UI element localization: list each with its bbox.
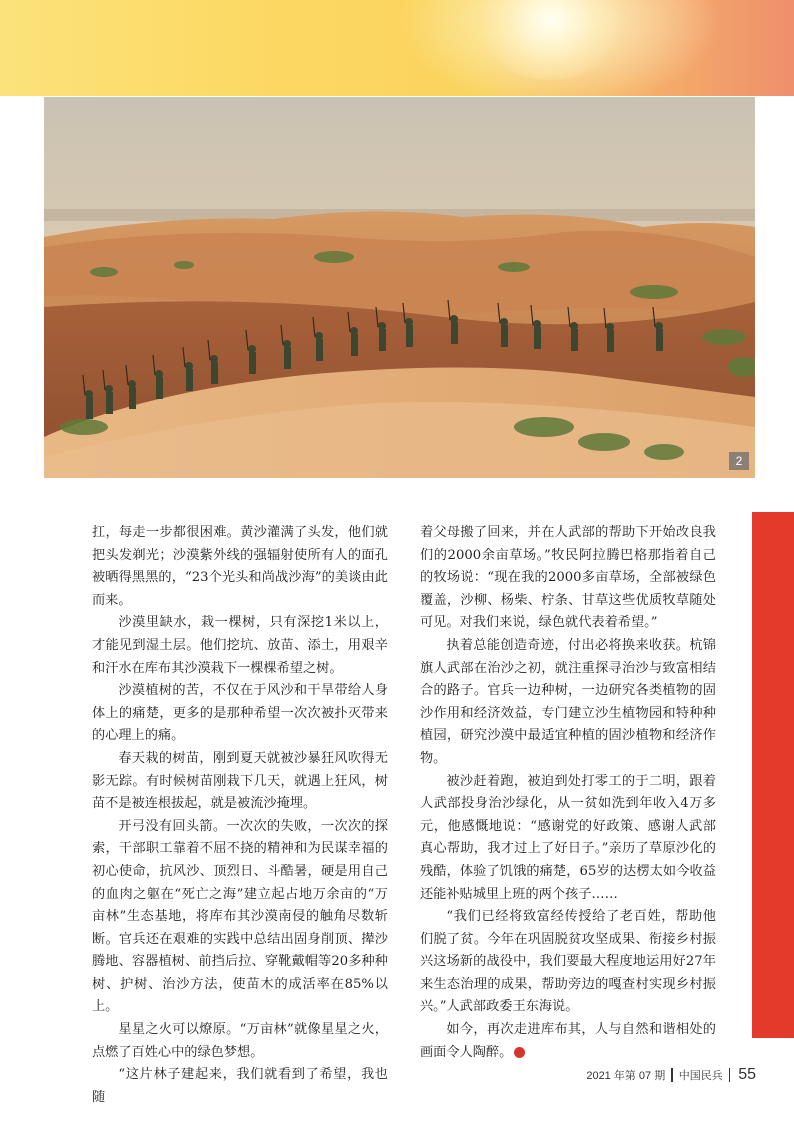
paragraph: 被沙赶着跑，被迫到处打零工的于二明，跟着人武部投身治沙绿化，从一贫如洗到年收入4万多元，他感慨地说：“感谢党的好政策、感谢人武部真心帮助，我才过上了好日子。”亲历了草原沙化的残酷，体验了饥饿的痛楚，65岁的达楞太如今收益还能补贴城里上班的两个孩子…… — [420, 773, 716, 902]
paragraph: “这片林子建起来，我们就看到了希望，我也随 — [92, 1067, 388, 1105]
photo-number-badge: 2 — [729, 452, 749, 470]
issue-label: 2021 年第 07 期 — [586, 1070, 666, 1082]
top-decorative-band — [0, 0, 794, 96]
footer-divider — [671, 1068, 673, 1082]
page-number: 55 — [738, 1066, 756, 1083]
magazine-name: 中国民兵 — [678, 1070, 723, 1082]
paragraph: 开弓没有回头箭。一次次的失败，一次次的探索，干部职工靠着不屈不挠的精神和为民谋幸福的初心使命，抗风沙、顶烈日、斗酷暑，硬是用自己的血肉之躯在“死亡之海”建立起占地万余亩的“万亩林”生态基地，将库布其沙漠南侵的触角尽数斩断。官兵还在艰难的实践中总结出固身削顶、撵沙腾地、容器植树、前挡后拉、穿靴戴帽等20多种种树、护树、治沙方法，使苗木的成活率在85%以上。 — [92, 818, 388, 1015]
desert-march-photo — [44, 97, 755, 478]
paragraph: 春天栽的树苗，刚到夏天就被沙暴狂风吹得无影无踪。有时候树苗刚栽下几天，就遇上狂风，树苗不是被连根拔起，就是被流沙掩埋。 — [92, 750, 388, 812]
page-footer — [586, 1066, 756, 1084]
paragraph: 沙漠植树的苦，不仅在于风沙和干旱带给人身体上的痛楚，更多的是那种希望一次次被扑灭带来的心理上的痛。 — [92, 683, 388, 744]
article-end-icon: ● — [514, 1047, 525, 1058]
paragraph: 扛，每走一步都很困难。黄沙灌满了头发，他们就把头发剃光；沙漠紫外线的强辐射使所有人的面孔被晒得黑黑的，“23个光头和尚战沙海”的美谈由此而来。 — [92, 525, 388, 608]
article-column-right — [420, 522, 716, 1064]
article-column-left — [92, 522, 388, 1109]
paragraph — [420, 1019, 716, 1064]
red-side-tab — [752, 512, 794, 1038]
paragraph: 沙漠里缺水，栽一棵树，只有深挖1米以上，才能见到湿土层。他们挖坑、放苗、添土，用艰辛和汗水在库布其沙漠栽下一棵棵希望之树。 — [92, 615, 388, 676]
paragraph: 星星之火可以燎原。“万亩林”就像星星之火，点燃了百姓心中的绿色梦想。 — [92, 1022, 388, 1060]
sun-glow — [470, 0, 630, 80]
paragraph: “我们已经将致富经传授给了老百姓，帮助他们脱了贫。今年在巩固脱贫攻坚成果、衔接乡村振兴这场新的战役中，我们要最大程度地运用好27年来生态治理的成果，帮助旁边的嘎查村实现乡村振兴。”人武部政委王东海说。 — [420, 909, 716, 1015]
paragraph: 执着总能创造奇迹，付出必将换来收获。杭锦旗人武部在治沙之初，就注重探寻治沙与致富相结合的路子。官兵一边种树，一边研究各类植物的固沙作用和经济效益，专门建立沙生植物园和特种种植园，研究沙漠中最适宜种植的固沙植物和经济作物。 — [420, 637, 716, 766]
closing-sentence: 如今，再次走进库布其，人与自然和谐相处的画面令人陶醉。 — [420, 1022, 716, 1060]
paragraph: 着父母搬了回来，并在人武部的帮助下开始改良我们的2000余亩草场。”牧民阿拉腾巴格那指着自己的牧场说：“现在我的2000多亩草场，全部被绿色覆盖，沙柳、杨柴、柠条、甘草这些优质牧草随处可见。对我们来说，绿色就代表着希望。” — [420, 525, 716, 631]
footer-divider — [729, 1068, 731, 1082]
